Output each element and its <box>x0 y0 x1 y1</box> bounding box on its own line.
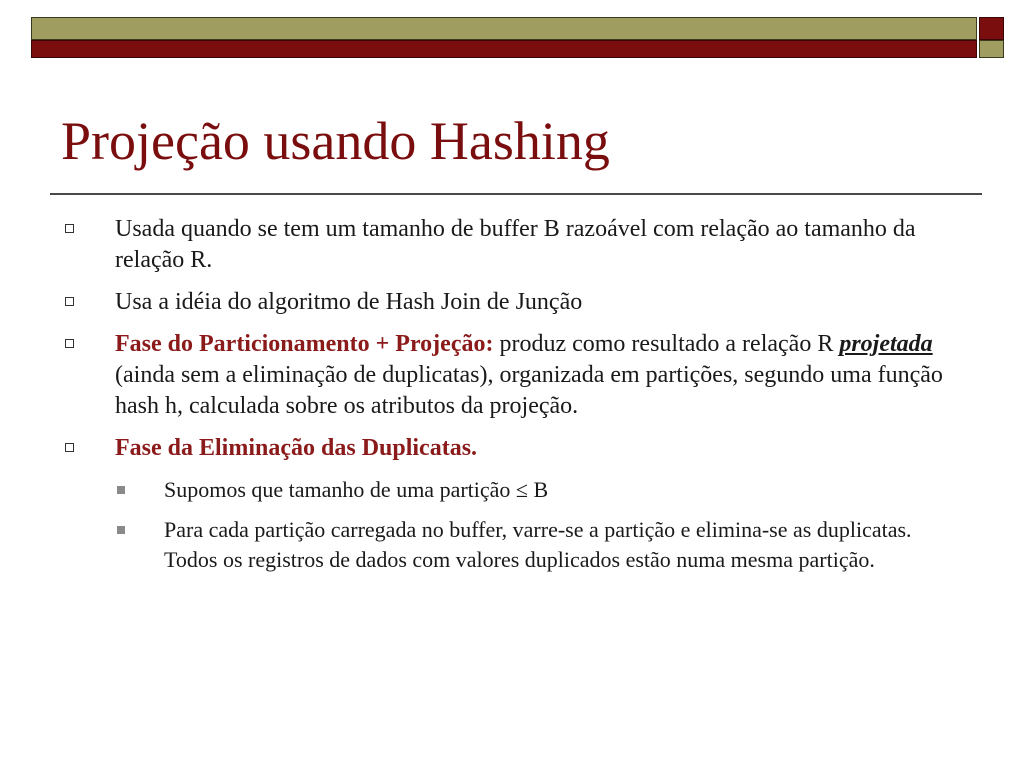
bullet-highlight: Fase da Eliminação das Duplicatas. <box>115 435 478 461</box>
bullet-item <box>0 287 945 318</box>
sub-bullet-item <box>0 475 964 505</box>
bullet-emphasis: projetada <box>839 331 933 357</box>
title-divider <box>50 193 982 195</box>
bullet-text: Usada quando se tem um tamanho de buffer B razoável com relação ao tamanho da relação R. <box>115 216 916 273</box>
bullet-text: produz como resultado a relação R <box>493 331 840 357</box>
sub-bullet-text: Supomos que tamanho de uma partição ≤ B <box>164 477 549 502</box>
header-square-olive <box>979 40 1004 58</box>
bullet-item <box>0 214 945 276</box>
hollow-square-bullet-icon <box>65 224 74 233</box>
bullet-item <box>0 329 945 422</box>
hollow-square-bullet-icon <box>65 443 74 452</box>
header-bar-olive <box>31 17 977 40</box>
hollow-square-bullet-icon <box>65 339 74 348</box>
hollow-square-bullet-icon <box>65 297 74 306</box>
sub-bullet-item <box>0 515 964 575</box>
header-bar-maroon <box>31 40 977 58</box>
slide-body <box>0 214 1024 585</box>
filled-square-bullet-icon <box>117 526 125 534</box>
slide-title: Projeção usando Hashing <box>61 111 610 171</box>
sub-bullet-text: Para cada partição carregada no buffer, varre-se a partição e elimina-se as duplicatas. Todos os registros de dados com valores duplicados estão numa mesma partição. <box>164 517 912 572</box>
header-square-maroon <box>979 17 1004 40</box>
filled-square-bullet-icon <box>117 486 125 494</box>
bullet-highlight: Fase do Particionamento + Projeção: <box>115 331 494 357</box>
bullet-text: (ainda sem a eliminação de duplicatas), organizada em partições, segundo uma função hash h, calculada sobre os atributos da projeção. <box>115 362 943 419</box>
bullet-item <box>0 433 945 464</box>
bullet-text: Usa a idéia do algoritmo de Hash Join de Junção <box>115 289 583 315</box>
